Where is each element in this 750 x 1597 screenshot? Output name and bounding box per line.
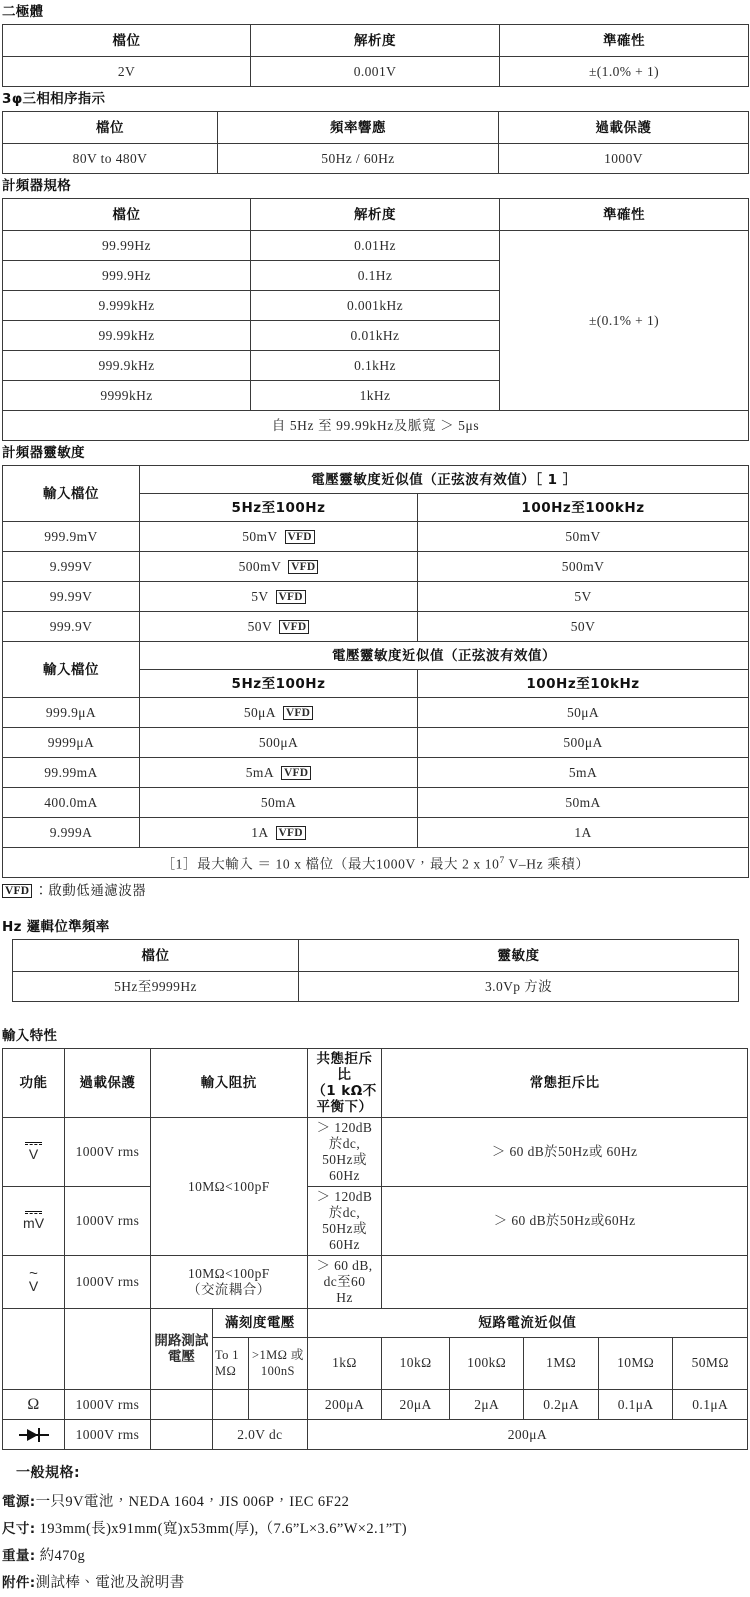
table-row — [3, 728, 749, 758]
general-spec-key: 附件: — [2, 1575, 36, 1591]
general-spec-power — [2, 1489, 750, 1516]
general-spec-key: 尺寸: — [2, 1521, 36, 1537]
table-header-row — [3, 466, 749, 494]
cell-cmrr — [307, 1187, 381, 1256]
column-header-input-impedance: 輸入阻抗 — [150, 1049, 307, 1118]
general-spec-value: 一只9V電池，NEDA 1604，JIS 006P，IEC 6F22 — [35, 1494, 350, 1510]
cell-overload-protection: 1000V — [499, 144, 749, 174]
column-header-range: 檔位 — [3, 199, 251, 231]
column-header-sc-1m: 1MΩ — [524, 1337, 598, 1390]
dc-millivolt-label: mV — [23, 1214, 45, 1231]
dc-volt-label: V — [28, 1145, 39, 1162]
cell-range: 999.9Hz — [3, 261, 251, 291]
column-header-accuracy: 準確性 — [500, 25, 749, 57]
ac-tilde-glyph: ~ — [29, 1265, 38, 1282]
specification-page — [0, 3, 750, 1591]
counter-footnote: 自 5Hz 至 99.99kHz及脈寬 ＞ 5μs — [3, 411, 749, 441]
table-row — [3, 1118, 748, 1187]
cell-low-band: 500μA — [140, 728, 418, 758]
cell-sc-10k: 20μA — [382, 1390, 450, 1420]
general-spec-value: 約470g — [35, 1548, 86, 1564]
cell-overload-protection: 1000V rms — [65, 1420, 151, 1450]
cell-high-band: 5mA — [418, 758, 749, 788]
table-header-row — [13, 940, 739, 972]
cell-empty — [65, 1309, 151, 1338]
fs-sub1-line-1: To 1 — [214, 1348, 239, 1363]
table-row — [3, 1420, 748, 1450]
vfd-badge: VFD — [276, 826, 306, 840]
ac-volt-label: V — [28, 1278, 39, 1294]
cell-input-range: 99.99V — [3, 582, 140, 612]
cell-resolution: 0.01Hz — [251, 231, 500, 261]
cell-resolution: 0.001kHz — [251, 291, 500, 321]
column-header-sensitivity: 靈敏度 — [299, 940, 739, 972]
cell-resolution: 0.001V — [251, 57, 500, 87]
column-header-sc-10m: 10MΩ — [598, 1337, 672, 1390]
general-specifications-title: 一般規格: — [16, 1465, 81, 1481]
vfd-badge: VFD — [281, 766, 311, 780]
table-subheader-row — [3, 1337, 748, 1390]
table-row — [3, 758, 749, 788]
table-header-row — [3, 199, 749, 231]
column-header-high-band: 100Hz至10kHz — [418, 670, 749, 698]
column-header-overload-protection: 過載保護 — [65, 1049, 151, 1118]
impedance-line-2: （交流耦合） — [187, 1282, 271, 1297]
table-row — [3, 231, 749, 261]
table-row — [3, 698, 749, 728]
value-low-band: 1A — [251, 824, 269, 840]
vfd-badge: VFD — [288, 560, 318, 574]
cmrr-value-line-1: ＞ 120dB於dc, — [316, 1120, 373, 1151]
dc-symbol-bars — [25, 1211, 42, 1215]
general-spec-key: 重量: — [2, 1548, 36, 1564]
general-spec-accessories — [2, 1570, 750, 1597]
table-row — [13, 972, 739, 1002]
cell-input-range: 9999μA — [3, 728, 140, 758]
cell-accuracy: ±(0.1% + 1) — [500, 231, 749, 411]
vfd-badge: VFD — [276, 590, 306, 604]
input-characteristics-table — [2, 1048, 748, 1450]
column-header-function: 功能 — [3, 1049, 65, 1118]
sensitivity-footnote-1 — [3, 848, 749, 878]
cell-low-band — [140, 522, 418, 552]
cell-sc-10m: 0.1μA — [598, 1390, 672, 1420]
fs-sub2-line-1: >1MΩ 或 — [252, 1348, 304, 1363]
cell-empty — [65, 1337, 151, 1390]
cell-input-range: 999.9V — [3, 612, 140, 642]
vfd-badge: VFD — [283, 706, 313, 720]
general-spec-weight — [2, 1543, 750, 1570]
cell-high-band: 50V — [418, 612, 749, 642]
cell-sc-1k: 200μA — [307, 1390, 381, 1420]
cell-low-band — [140, 758, 418, 788]
column-header-short-circuit-current: 短路電流近似值 — [307, 1309, 747, 1338]
cell-high-band: 50mA — [418, 788, 749, 818]
group-header-voltage-sensitivity: 電壓靈敏度近似值（正弦波有效值）［ 1 ］ — [140, 466, 749, 494]
counter-sensitivity-table — [2, 465, 749, 878]
cell-range: 9999kHz — [3, 381, 251, 411]
cell-high-band: 1A — [418, 818, 749, 848]
column-header-resolution: 解析度 — [251, 25, 500, 57]
column-header-full-scale-voltage: 滿刻度電壓 — [212, 1309, 307, 1338]
cell-range: 99.99Hz — [3, 231, 251, 261]
cmrr-line-2: （1 kΩ不平衡下） — [312, 1083, 377, 1115]
fs-sub1-line-2: MΩ — [214, 1364, 237, 1379]
cell-range: 5Hz至9999Hz — [13, 972, 299, 1002]
table-row — [3, 1187, 748, 1256]
cmrr-value-line-1: ＞ 60 dB, dc至60 — [316, 1258, 373, 1289]
phase-sequence-table — [2, 111, 749, 174]
column-header-low-band: 5Hz至100Hz — [140, 670, 418, 698]
impedance-line-1: 10MΩ<100pF — [187, 1266, 270, 1281]
value-low-band: 5V — [251, 588, 269, 604]
footnote-exponent: 7 — [499, 855, 505, 866]
column-header-cmrr — [307, 1049, 381, 1118]
table-footnote-row — [3, 411, 749, 441]
column-header-accuracy: 準確性 — [500, 199, 749, 231]
column-header-sc-100k: 100kΩ — [449, 1337, 523, 1390]
section-caption-phase-sequence: 3φ三相相序指示 — [2, 91, 106, 107]
cell-overload-protection: 1000V rms — [65, 1187, 151, 1256]
cell-range: 999.9kHz — [3, 351, 251, 381]
cell-empty — [3, 1309, 65, 1338]
table-header-row — [3, 642, 749, 670]
table-row — [3, 1256, 748, 1309]
diode-spec-table — [2, 24, 749, 87]
column-header-frequency-response: 頻率響應 — [218, 112, 499, 144]
cmrr-value-line-2: 50Hz或60Hz — [322, 1152, 367, 1183]
dc-volt-icon — [25, 1142, 42, 1161]
cell-overload-protection: 1000V rms — [65, 1390, 151, 1420]
cell-high-band: 50mV — [418, 522, 749, 552]
cell-short-circuit-current: 200μA — [307, 1420, 747, 1450]
cell-resolution: 0.01kHz — [251, 321, 500, 351]
cell-resolution: 1kHz — [251, 381, 500, 411]
table-footnote-row — [3, 848, 749, 878]
vfd-badge: VFD — [285, 530, 315, 544]
section-caption-frequency-counter: 計頻器規格 — [2, 178, 71, 194]
column-header-sc-1k: 1kΩ — [307, 1337, 381, 1390]
cell-low-band — [140, 818, 418, 848]
cell-nmrr: ＞ 60 dB於50Hz或60Hz — [382, 1187, 748, 1256]
value-low-band: 5mA — [245, 764, 274, 780]
section-caption-diode: 二極體 — [2, 4, 44, 20]
general-spec-value: 測試棒、電池及說明書 — [35, 1575, 185, 1591]
cell-overload-protection: 1000V rms — [65, 1118, 151, 1187]
table-header-row — [3, 112, 749, 144]
cell-empty — [3, 1337, 65, 1390]
footnote-text-pre: ［1］最大輸入 ＝ 10 x 檔位（最大1000V，最大 2 x 10 — [161, 856, 500, 872]
cell-overload-protection: 1000V rms — [65, 1256, 151, 1309]
cell-cmrr — [307, 1256, 381, 1309]
cmrr-line-1: 共態拒斥比 — [316, 1051, 373, 1083]
cell-range: 9.999kHz — [3, 291, 251, 321]
dc-symbol-bars — [25, 1142, 42, 1146]
table-header-row — [3, 1049, 748, 1118]
logic-frequency-table — [12, 939, 739, 1002]
column-header-sc-50m: 50MΩ — [673, 1337, 748, 1390]
section-caption-logic-frequency: Hz 邏輯位準頻率 — [2, 919, 110, 935]
vfd-badge: VFD — [279, 620, 309, 634]
cell-low-band: 50mA — [140, 788, 418, 818]
cell-sc-100k: 2μA — [449, 1390, 523, 1420]
group-header-current-sensitivity: 電壓靈敏度近似值（正弦波有效值） — [140, 642, 749, 670]
cell-sc-50m: 0.1μA — [673, 1390, 748, 1420]
cell-high-band: 500μA — [418, 728, 749, 758]
column-header-range: 檔位 — [3, 112, 218, 144]
table-row — [3, 57, 749, 87]
cell-range: 99.99kHz — [3, 321, 251, 351]
frequency-counter-table — [2, 198, 749, 441]
column-header-fs-to-1megohm — [212, 1337, 248, 1390]
cmrr-value-line-2: 50Hz或60Hz — [322, 1221, 367, 1252]
cell-input-impedance: 10MΩ<100pF — [150, 1118, 307, 1256]
column-header-input-range: 輸入檔位 — [3, 642, 140, 698]
vfd-legend — [2, 881, 750, 900]
cell-input-impedance — [150, 1256, 307, 1309]
cell-high-band: 5V — [418, 582, 749, 612]
general-spec-dimensions — [2, 1516, 750, 1543]
table-row — [3, 582, 749, 612]
diode-icon — [19, 1428, 49, 1442]
cell-frequency-response: 50Hz / 60Hz — [218, 144, 499, 174]
ac-volt-icon — [28, 1265, 39, 1294]
section-caption-counter-sensitivity: 計頻器靈敏度 — [2, 445, 85, 461]
table-row — [3, 612, 749, 642]
table-subheader-row — [3, 1309, 748, 1338]
cmrr-value-line-2: Hz — [336, 1290, 353, 1305]
cell-input-range: 999.9mV — [3, 522, 140, 552]
cell-nmrr — [382, 1256, 748, 1309]
column-header-overload-protection: 過載保護 — [499, 112, 749, 144]
cell-function-dc-voltage — [3, 1118, 65, 1187]
fs-sub2-line-2: 100nS — [260, 1364, 295, 1379]
general-specifications — [2, 1462, 750, 1597]
cell-nmrr: ＞ 60 dB於50Hz或 60Hz — [382, 1118, 748, 1187]
cell-sc-1m: 0.2μA — [524, 1390, 598, 1420]
column-header-fs-over-1megohm — [249, 1337, 308, 1390]
vfd-legend-text: ：啟動低通濾波器 — [34, 883, 147, 898]
column-header-nmrr: 常態拒斥比 — [382, 1049, 748, 1118]
section-caption-input-characteristics: 輸入特性 — [2, 1028, 58, 1044]
cell-fs-to-1megohm — [212, 1390, 248, 1420]
general-spec-key: 電源: — [2, 1494, 36, 1510]
cell-open-test-voltage — [150, 1420, 212, 1450]
cell-function-ac-voltage — [3, 1256, 65, 1309]
cell-fs-over-1megohm — [249, 1390, 308, 1420]
column-header-input-range: 輸入檔位 — [3, 466, 140, 522]
cell-accuracy: ±(1.0% + 1) — [500, 57, 749, 87]
vfd-badge: VFD — [2, 884, 32, 898]
table-row — [3, 818, 749, 848]
cell-low-band — [140, 612, 418, 642]
cell-range: 2V — [3, 57, 251, 87]
table-row — [3, 552, 749, 582]
cell-function-diode — [3, 1420, 65, 1450]
value-low-band: 50μA — [243, 704, 276, 720]
table-row — [3, 522, 749, 552]
cell-low-band — [140, 698, 418, 728]
general-spec-value: 193mm(長)x91mm(寬)x53mm(厚),（7.6”L×3.6”W×2.1”T) — [35, 1521, 408, 1537]
table-row — [3, 144, 749, 174]
cell-high-band: 500mV — [418, 552, 749, 582]
cell-resolution: 0.1kHz — [251, 351, 500, 381]
value-low-band: 50V — [247, 618, 273, 634]
cell-low-band — [140, 582, 418, 612]
cell-input-range: 99.99mA — [3, 758, 140, 788]
cell-input-range: 400.0mA — [3, 788, 140, 818]
cell-open-test-voltage — [150, 1390, 212, 1420]
cell-full-scale-voltage: 2.0V dc — [212, 1420, 307, 1450]
cmrr-value-line-1: ＞ 120dB於dc, — [316, 1189, 373, 1220]
cell-cmrr — [307, 1118, 381, 1187]
cell-high-band: 50μA — [418, 698, 749, 728]
column-header-sc-10k: 10kΩ — [382, 1337, 450, 1390]
column-header-range: 檔位 — [13, 940, 299, 972]
value-low-band: 50mV — [242, 528, 278, 544]
cell-input-range: 9.999A — [3, 818, 140, 848]
cell-low-band — [140, 552, 418, 582]
table-header-row — [3, 25, 749, 57]
ohm-icon: Ω — [3, 1390, 65, 1420]
column-header-high-band: 100Hz至100kHz — [418, 494, 749, 522]
cell-input-range: 999.9μA — [3, 698, 140, 728]
cell-sensitivity: 3.0Vp 方波 — [299, 972, 739, 1002]
table-row — [3, 788, 749, 818]
table-row — [3, 1390, 748, 1420]
cell-input-range: 9.999V — [3, 552, 140, 582]
column-header-open-test-voltage: 開路測試電壓 — [150, 1309, 212, 1390]
column-header-range: 檔位 — [3, 25, 251, 57]
column-header-resolution: 解析度 — [251, 199, 500, 231]
column-header-low-band: 5Hz至100Hz — [140, 494, 418, 522]
footnote-text-post: V–Hz 乘積） — [504, 856, 590, 872]
cell-range: 80V to 480V — [3, 144, 218, 174]
value-low-band: 500mV — [238, 558, 282, 574]
cell-function-dc-millivolt — [3, 1187, 65, 1256]
cell-resolution: 0.1Hz — [251, 261, 500, 291]
dc-millivolt-icon — [23, 1211, 44, 1230]
